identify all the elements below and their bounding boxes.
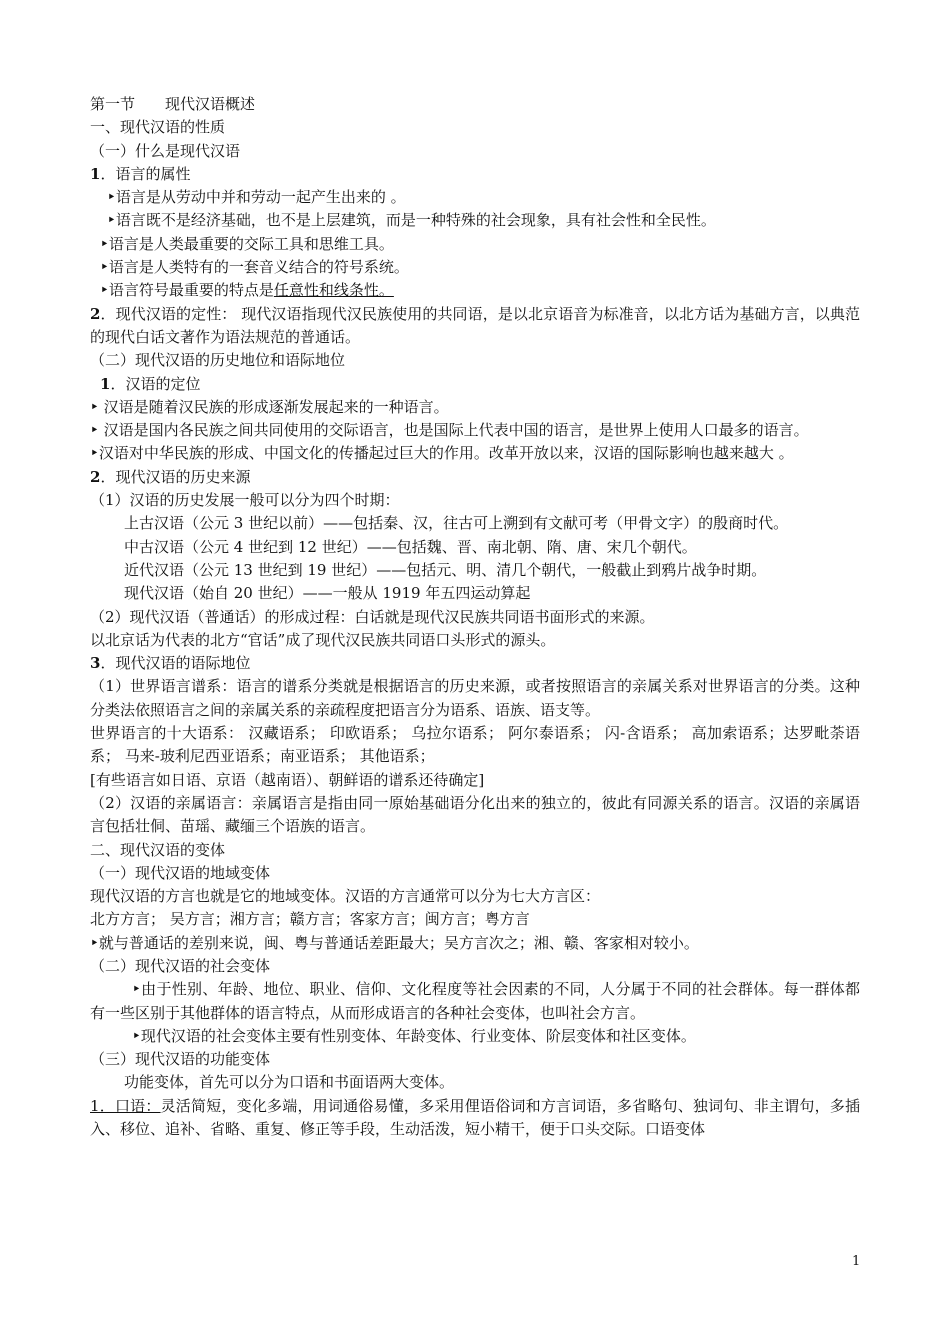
- heading-2: （三）现代汉语的功能变体: [90, 1050, 271, 1069]
- heading-number: 1: [100, 374, 111, 393]
- bullet-text: ‣语言符号最重要的特点是: [100, 281, 274, 300]
- paragraph: [90, 1095, 860, 1142]
- underlined-heading: 1．口语：: [90, 1096, 161, 1115]
- heading-2: （二）现代汉语的社会变体: [90, 956, 271, 975]
- heading-3: [90, 373, 860, 396]
- paragraph: 功能变体，首先可以分为口语和书面语两大变体。: [124, 1073, 455, 1092]
- document-body: [90, 93, 860, 1141]
- bullet-item: ‣ 汉语是随着汉民族的形成逐渐发展起来的一种语言。: [90, 397, 449, 416]
- period-item: 上古汉语（公元 3 世纪以前）——包括秦、汉，往古可上溯到有文献可考（甲骨文字）的殷商时代。: [124, 514, 789, 533]
- paragraph: （1）汉语的历史发展一般可以分为四个时期：: [90, 491, 400, 510]
- heading-2: （一）现代汉语的地域变体: [90, 863, 271, 882]
- bullet-item: ‣由于性别、年龄、地位、职业、信仰、文化程度等社会因素的不同，人分属于不同的社会群体。每一群体都有一些区别于其他群体的语言特点，从而形成语言的各种社会变体，也叫社会方言。: [90, 980, 860, 1022]
- heading-2: （二）现代汉语的历史地位和语际地位: [90, 351, 346, 370]
- heading-3: [90, 163, 860, 186]
- heading-text: ．现代汉语的语际地位: [100, 654, 251, 673]
- heading-number: 2: [90, 304, 101, 323]
- heading-text: ．现代汉语的历史来源: [100, 467, 251, 486]
- bullet-item: ‣语言是人类特有的一套音义结合的符号系统。: [100, 258, 409, 277]
- period-item: 现代汉语（始自 20 世纪）——一般从 1919 年五四运动算起: [124, 584, 531, 603]
- paragraph: 现代汉语的方言也就是它的地域变体。汉语的方言通常可以分为七大方言区：: [90, 887, 601, 906]
- paragraph-text: ．现代汉语的定性： 现代汉语指现代汉民族使用的共同语，是以北京语音为标准音，以北方话为基础方言，以典范的现代白话文著作为语法规范的普通话。: [90, 304, 860, 346]
- page-number: 1: [852, 1254, 861, 1269]
- paragraph: [90, 303, 860, 350]
- bullet-item: [90, 279, 860, 302]
- bullet-item: ‣语言是人类最重要的交际工具和思维工具。: [100, 234, 394, 253]
- paragraph-text: 灵活简短，变化多端，用词通俗易懂，多采用俚语俗词和方言词语，多省略句、独词句、非主谓句，多插入、移位、追补、省略、重复、修正等手段，生动活泼，短小精干，便于口头交际。口语变体: [90, 1096, 860, 1139]
- underlined-text: 任意性和线条性。: [273, 281, 394, 300]
- bullet-item: ‣ 汉语是国内各民族之间共同使用的交际语言，也是国际上代表中国的语言，是世界上使用人口最多的语言。: [90, 421, 809, 440]
- paragraph: 世界语言的十大语系： 汉藏语系； 印欧语系； 乌拉尔语系； 阿尔泰语系； 闪-含语系； 高加索语系；达罗毗荼语系； 马来-玻利尼西亚语系；南亚语系； 其他语系；: [90, 724, 860, 766]
- heading-3: [90, 466, 860, 489]
- paragraph: 北方方言； 吴方言；湘方言；赣方言；客家方言；闽方言；粤方言: [90, 910, 530, 929]
- bullet-item: ‣就与普通话的差别来说，闽、粤与普通话差距最大；吴方言次之；湘、赣、客家相对较小。: [90, 933, 699, 952]
- paragraph: 以北京话为代表的北方“官话”成了现代汉民族共同语口头形式的源头。: [90, 630, 556, 649]
- heading-text: ．语言的属性: [100, 164, 191, 183]
- bullet-item: ‣语言既不是经济基础，也不是上层建筑，而是一种特殊的社会现象，具有社会性和全民性。: [107, 211, 716, 230]
- heading-2: （一）什么是现代汉语: [90, 141, 241, 160]
- period-item: 中古汉语（公元 4 世纪到 12 世纪）——包括魏、晋、南北朝、隋、唐、宋几个朝代。: [124, 537, 697, 556]
- bullet-item: ‣语言是从劳动中并和劳动一起产生出来的 。: [107, 188, 406, 207]
- bullet-item: ‣现代汉语的社会变体主要有性别变体、年龄变体、行业变体、阶层变体和社区变体。: [132, 1026, 696, 1045]
- heading-number: 3: [90, 654, 101, 673]
- heading-number: 2: [90, 467, 101, 486]
- heading-text: ．汉语的定位: [110, 374, 201, 393]
- bullet-item: ‣汉语对中华民族的形成、中国文化的传播起过巨大的作用。改革开放以来，汉语的国际影响也越来越大 。: [90, 444, 794, 463]
- heading-1: 二、现代汉语的变体: [90, 840, 226, 859]
- paragraph: （2）现代汉语（普通话）的形成过程：白话就是现代汉民族共同语书面形式的来源。: [90, 607, 655, 626]
- paragraph: [有些语言如日语、京语（越南语）、朝鲜语的谱系还待确定]: [90, 770, 485, 789]
- paragraph: （1）世界语言谱系：语言的谱系分类就是根据语言的历史来源，或者按照语言的亲属关系对世界语言的分类。这种分类法依照语言之间的亲属关系的亲疏程度把语言分为语系、语族、语支等。: [90, 677, 860, 719]
- paragraph: （2）汉语的亲属语言：亲属语言是指由同一原始基础语分化出来的独立的，彼此有同源关系的语言。汉语的亲属语言包括壮侗、苗瑶、藏缅三个语族的语言。: [90, 793, 860, 836]
- heading-number: 1: [90, 164, 101, 183]
- section-title: 第一节 现代汉语概述: [90, 95, 256, 113]
- heading-3: [90, 652, 860, 675]
- period-item: 近代汉语（公元 13 世纪到 19 世纪）——包括元、明、清几个朝代，一般截止到鸦片战争时期。: [124, 560, 767, 579]
- heading-1: 一、现代汉语的性质: [90, 118, 226, 137]
